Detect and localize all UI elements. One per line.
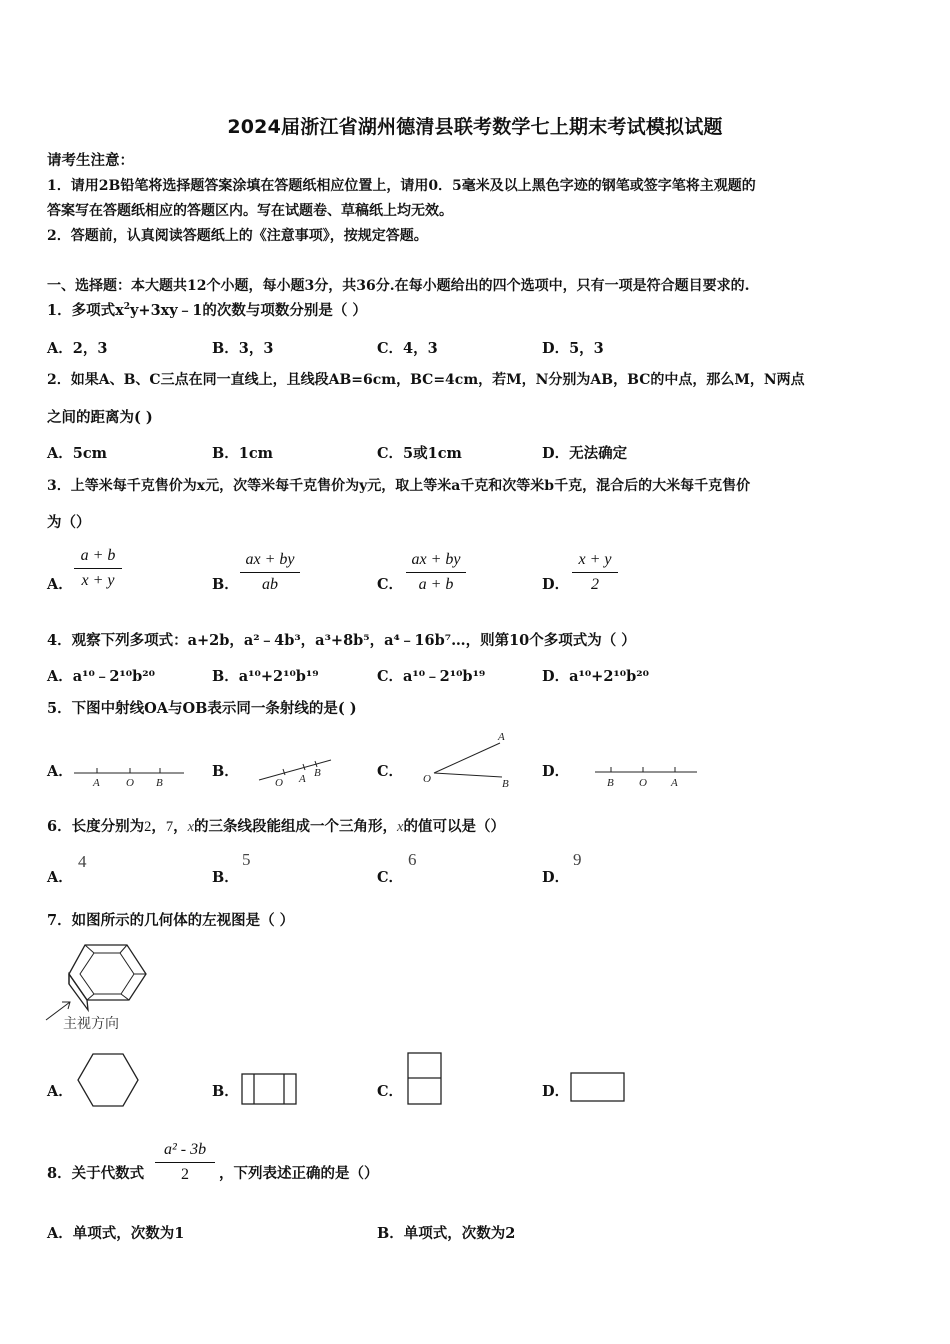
question-4-stem: 4．观察下列多项式：a+2b，a²﹣4b³，a³+8b⁵，a⁴﹣16b⁷…，则第10个多项式为（ ） (47, 632, 636, 649)
q6-option-a-value[interactable]: 4 (78, 852, 87, 871)
q3-option-c-fraction[interactable] (406, 550, 466, 595)
q6-option-c-label[interactable]: C． (377, 869, 404, 886)
q5-option-b-figure[interactable] (255, 752, 335, 788)
question-2-line2: 之间的距离为( ) (47, 409, 153, 426)
question-8-stem-a: 8．关于代数式 (47, 1165, 145, 1182)
q6-option-b-label[interactable]: B． (212, 869, 239, 886)
question-7-stem: 7．如图所示的几何体的左视图是（ ） (47, 912, 295, 929)
q5-d-label-a: A (671, 777, 678, 789)
q4-option-b[interactable]: B．a¹⁰+2¹⁰b¹⁹ (212, 668, 319, 685)
q5-c-label-b: B (502, 778, 509, 789)
q5-c-label-a: A (498, 731, 505, 743)
q5-option-c-figure[interactable] (420, 727, 520, 789)
q3-a-denominator: x + y (81, 572, 115, 589)
notice-item1-line2: 答案写在答题纸相应的答题区内。写在试题卷、草稿纸上均无效。 (47, 203, 453, 219)
q5-d-label-b: B (607, 777, 614, 789)
q3-b-denominator: ab (262, 576, 278, 593)
q3-c-numerator: ax + by (411, 551, 461, 568)
q7-option-a-label[interactable]: A． (47, 1083, 73, 1100)
q4-option-d[interactable]: D．a¹⁰+2¹⁰b²⁰ (542, 668, 649, 685)
question-1-stem: 1．多项式$x^2y+3xy﹣1$的次数与项数分别是（ ） (47, 302, 367, 319)
q3-option-a-fraction[interactable] (74, 546, 122, 591)
q5-option-d-figure[interactable] (593, 758, 701, 790)
question-3-line1: 3．上等米每千克售价为x元，次等米每千克售价为y元，取上等米a千克和次等米b千克，混合后的大米每千克售价 (47, 478, 751, 494)
q2-option-c[interactable]: C．5或1cm (377, 445, 462, 462)
q7-option-d-label[interactable]: D． (542, 1083, 570, 1100)
q6-option-a-label[interactable]: A． (47, 869, 73, 886)
q6-option-c-value[interactable]: 6 (408, 850, 417, 869)
q7-option-b-label[interactable]: B． (212, 1083, 239, 1100)
q3-option-b-label[interactable]: B． (212, 576, 239, 593)
q5-b-label-a: A (299, 773, 306, 785)
q5-option-d-label[interactable]: D． (542, 763, 570, 780)
q3-option-c-label[interactable]: C． (377, 576, 404, 593)
q2-option-d[interactable]: D．无法确定 (542, 445, 628, 462)
q5-d-label-o: O (639, 777, 647, 789)
q7-option-c-label[interactable]: C． (377, 1083, 404, 1100)
notice-heading: 请考生注意： (47, 152, 134, 169)
q7-option-b-three-rects[interactable] (240, 1072, 300, 1108)
q5-option-a-label[interactable]: A． (47, 763, 73, 780)
q3-option-b-fraction[interactable] (240, 550, 300, 595)
section-heading: 一、选择题：本大题共12个小题，每小题3分，共36分.在每小题给出的四个选项中，只有一项是符合题目要求的. (47, 278, 750, 294)
q3-c-denominator: a + b (418, 576, 454, 593)
q5-option-c-label[interactable]: C． (377, 763, 404, 780)
notice-item2: 2．答题前，认真阅读答题纸上的《注意事项》，按规定答题。 (47, 228, 428, 244)
q1-option-d[interactable]: D．5，3 (542, 340, 604, 357)
q3-option-a-label[interactable]: A． (47, 576, 73, 593)
q8-numerator: a² - 3b (163, 1141, 207, 1158)
q8-option-b[interactable]: B．单项式，次数为2 (377, 1225, 516, 1242)
q6-option-d-value[interactable]: 9 (573, 850, 582, 869)
q3-d-numerator: x + y (578, 551, 612, 568)
question-8-stem-b: ，下列表述正确的是（） (219, 1165, 379, 1182)
q2-option-a[interactable]: A．5cm (47, 445, 108, 462)
q6-option-d-label[interactable]: D． (542, 869, 570, 886)
q7-view-direction-caption: 主视方向 (63, 1016, 119, 1032)
q4-option-c[interactable]: C．a¹⁰﹣2¹⁰b¹⁹ (377, 668, 486, 685)
q8-denominator: 2 (181, 1166, 189, 1183)
q5-b-label-b: B (314, 767, 321, 779)
q3-a-numerator: a + b (80, 547, 116, 564)
q1-option-b[interactable]: B．3，3 (212, 340, 274, 357)
q7-option-c-stacked-rects[interactable] (405, 1050, 445, 1108)
q2-option-b[interactable]: B．1cm (212, 445, 274, 462)
question-3-line2: 为（） (47, 514, 91, 531)
q5-a-label-a: A (93, 777, 100, 789)
q3-b-numerator: ax + by (245, 551, 295, 568)
q1-option-c[interactable]: C．4，3 (377, 340, 438, 357)
q8-option-a[interactable]: A．单项式，次数为1 (47, 1225, 185, 1242)
notice-item1-line1: 1．请用2B铅笔将选择题答案涂填在答题纸相应位置上，请用0．5毫米及以上黑色字迹的钢笔或签字笔将主观题的 (47, 178, 756, 194)
question-6-stem: 6．长度分别为2，7，x的三条线段能组成一个三角形，x的值可以是（） (47, 818, 505, 835)
q3-d-denominator: 2 (591, 576, 599, 593)
q5-option-b-label[interactable]: B． (212, 763, 239, 780)
q5-option-a-figure[interactable] (72, 758, 187, 790)
q3-option-d-label[interactable]: D． (542, 576, 570, 593)
q5-a-label-o: O (126, 777, 134, 789)
q3-option-d-fraction[interactable] (572, 550, 618, 595)
q6-option-b-value[interactable]: 5 (242, 850, 251, 869)
q4-option-a[interactable]: A．a¹⁰﹣2¹⁰b²⁰ (47, 668, 155, 685)
q7-option-a-hexagon[interactable] (75, 1052, 141, 1108)
q5-c-label-o: O (423, 773, 431, 785)
page-title: 2024届浙江省湖州德清县联考数学七上期末考试模拟试题 (227, 116, 723, 138)
q1-option-a[interactable]: A．2，3 (47, 340, 108, 357)
q7-option-d-rectangle[interactable] (569, 1071, 627, 1105)
question-5-stem: 5．下图中射线OA与OB表示同一条射线的是( ) (47, 700, 357, 717)
q8-fraction (155, 1140, 215, 1185)
q5-b-label-o: O (275, 777, 283, 788)
q5-a-label-b: B (156, 777, 163, 789)
question-2-line1: 2．如果A、B、C三点在同一直线上，且线段AB=6cm，BC=4cm，若M，N分别为AB，BC的中点，那么M，N两点 (47, 372, 805, 388)
